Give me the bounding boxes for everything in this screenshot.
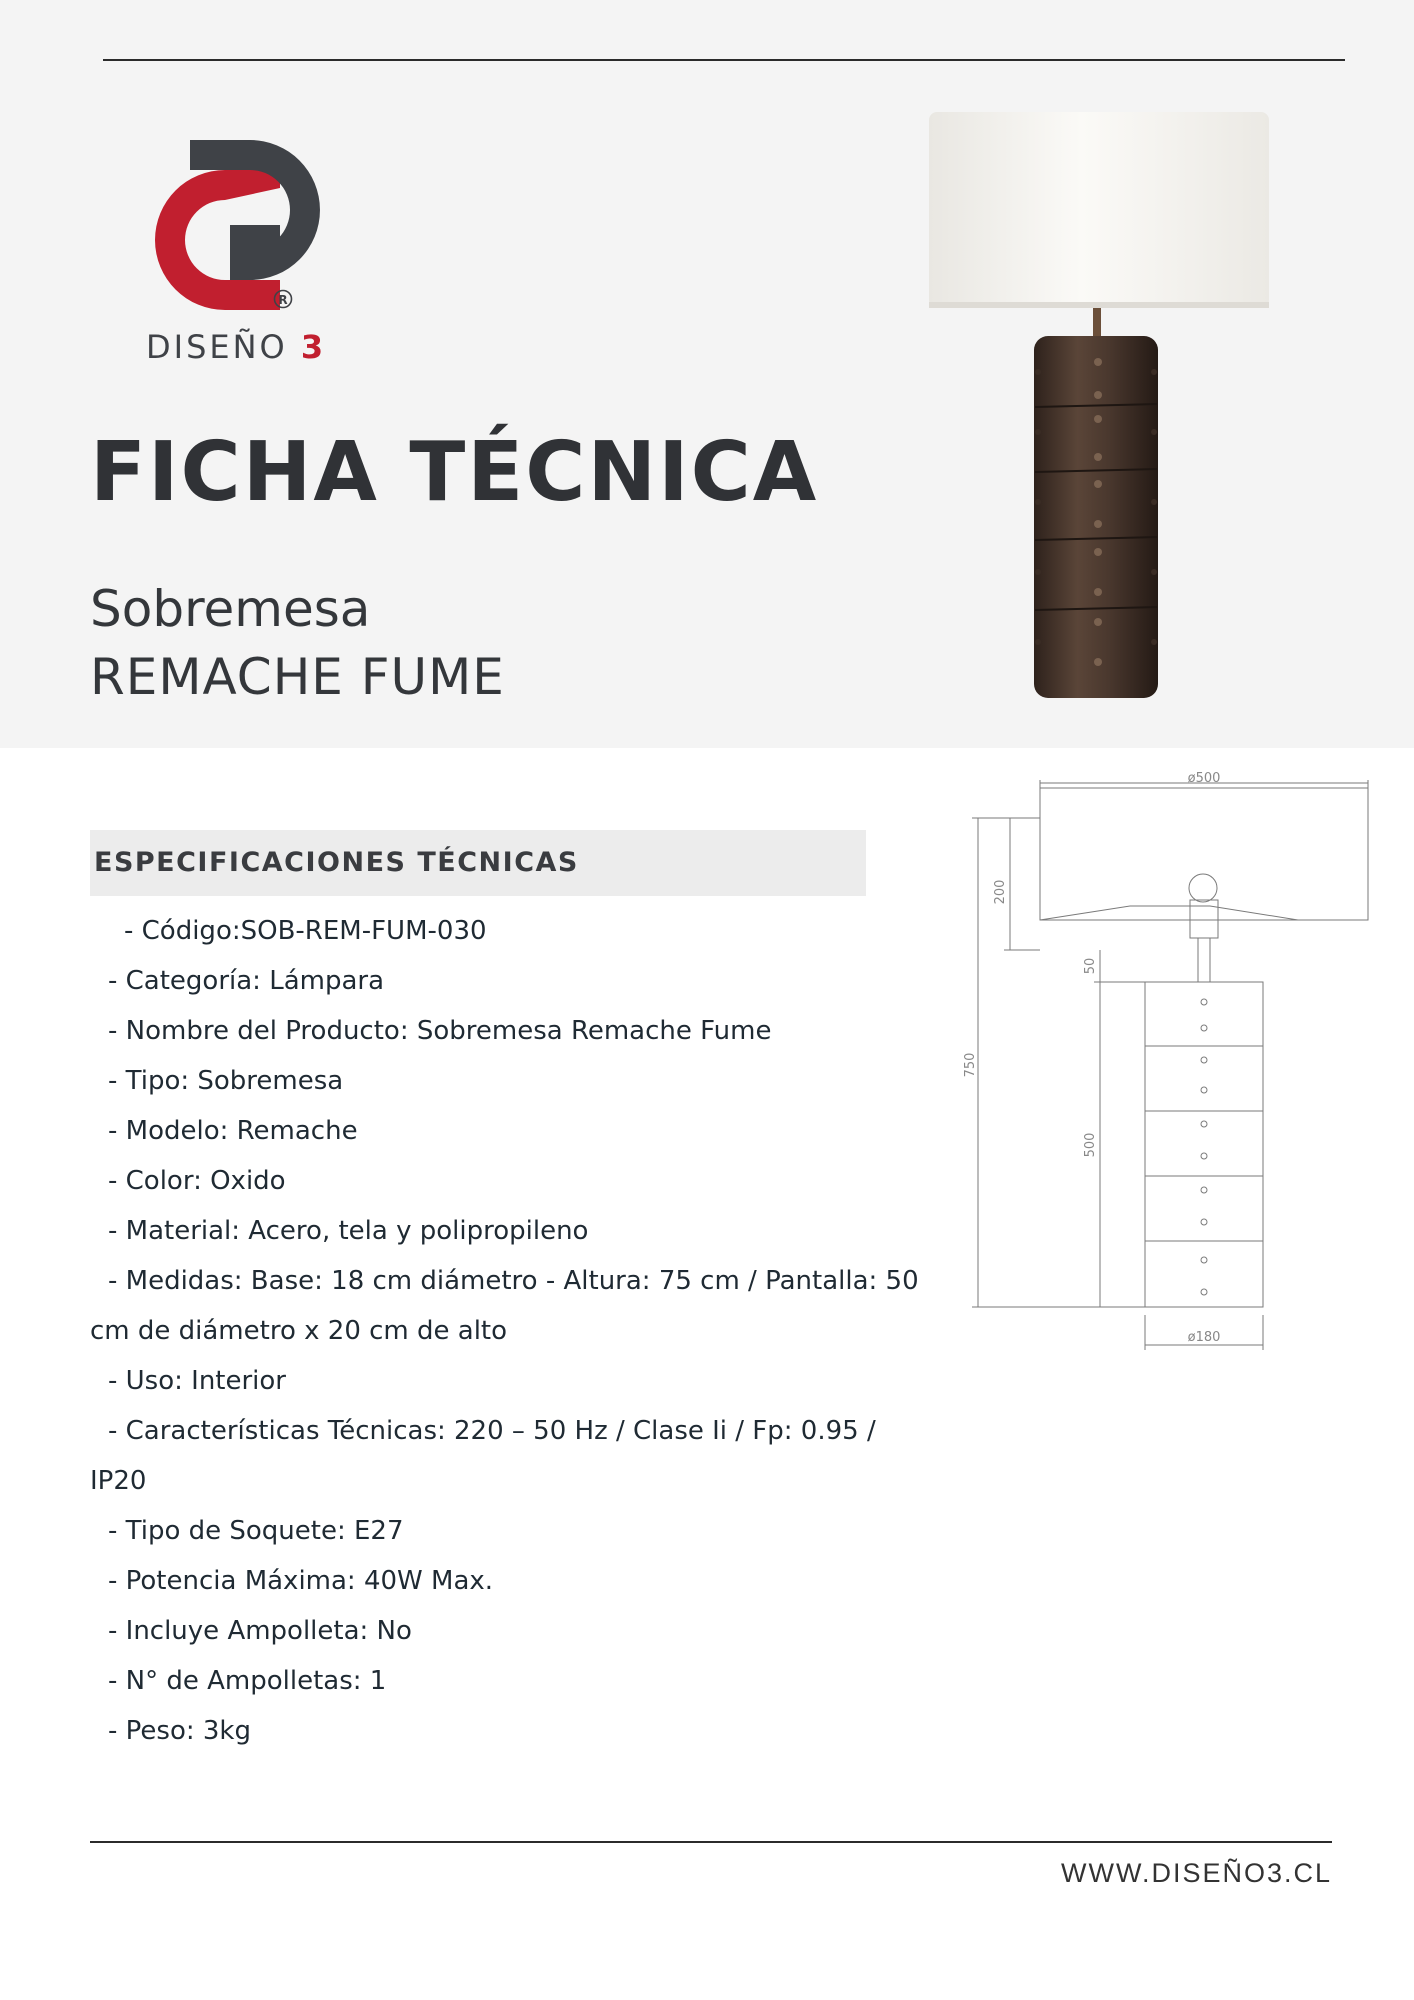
specs-heading: ESPECIFICACIONES TÉCNICAS [94,847,579,878]
product-type: Sobremesa [90,580,371,638]
spec-line: cm de diámetro x 20 cm de alto [90,1316,508,1346]
spec-line: - Características Técnicas: 220 – 50 Hz / Clase Ii / Fp: 0.95 / [108,1416,876,1446]
svg-text:R: R [278,293,288,307]
dim-total-height: 750 [963,1052,978,1078]
website-link[interactable]: WWW.DISEÑO3.CL [1060,1858,1332,1888]
spec-line: - N° de Ampolletas: 1 [108,1666,387,1696]
spec-line: IP20 [90,1466,147,1496]
brand-name: DISEÑO 3 [146,328,327,366]
dim-base-height: 500 [1083,1132,1098,1158]
spec-line: - Tipo de Soquete: E27 [108,1516,404,1546]
spec-line: - Potencia Máxima: 40W Max. [108,1566,494,1596]
diseno3-logo-icon [130,130,340,320]
spec-line: - Tipo: Sobremesa [108,1066,344,1096]
spec-line: - Medidas: Base: 18 cm diámetro - Altura: 75 cm / Pantalla: 50 [108,1266,919,1296]
spec-line: - Modelo: Remache [108,1116,358,1146]
technical-drawing [963,770,1370,1360]
bottom-divider [90,1841,1332,1843]
brand-number: 3 [300,328,327,366]
spec-line: - Uso: Interior [108,1366,287,1396]
specs-heading-bar [90,830,866,896]
dim-shade-height: 200 [993,879,1008,905]
spec-line: - Color: Oxido [108,1166,286,1196]
specs-list [90,906,930,1756]
product-name: REMACHE FUME [90,648,505,706]
dim-neck: 50 [1083,957,1098,975]
spec-line: - Incluye Ampolleta: No [108,1616,412,1646]
spec-line: - Nombre del Producto: Sobremesa Remache Fume [108,1016,772,1046]
spec-line: - Material: Acero, tela y polipropileno [108,1216,589,1246]
product-photo [918,112,1278,712]
top-divider [103,59,1345,61]
page-title: FICHA TÉCNICA [90,425,819,520]
spec-line: - Categoría: Lámpara [108,966,385,996]
dim-shade-diameter: ø500 [1187,771,1221,786]
spec-line: - Código:SOB-REM-FUM-030 [124,916,487,946]
dim-base-diameter: ø180 [1187,1330,1221,1345]
spec-line: - Peso: 3kg [108,1716,251,1746]
